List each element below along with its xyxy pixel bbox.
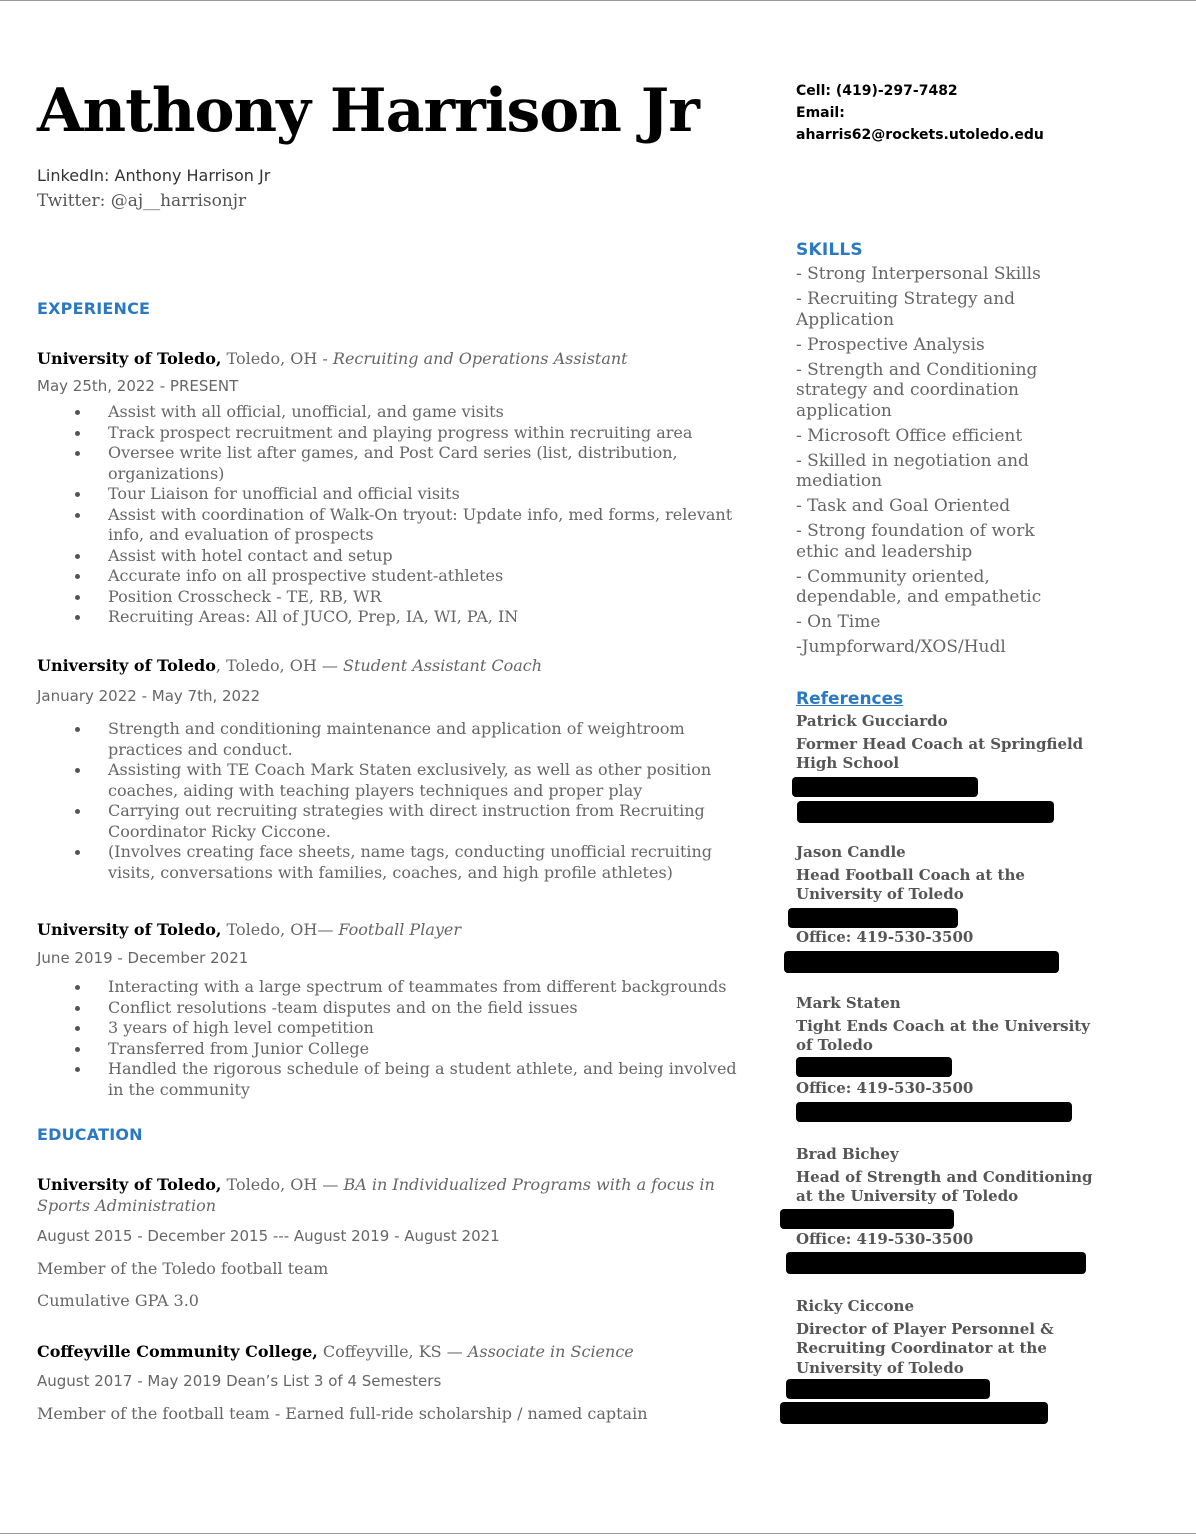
bullet: Accurate info on all prospective student-athletes bbox=[108, 566, 747, 587]
job-location: Toledo, OH - bbox=[221, 349, 333, 368]
reference-name: Brad Bichey bbox=[796, 1145, 899, 1163]
edu-coffeyville-title bbox=[37, 1342, 634, 1361]
redaction-bar bbox=[796, 1057, 952, 1077]
skill-item: - Strong foundation of work ethic and leadership bbox=[796, 521, 1035, 562]
email-address: aharris62@rockets.utoledo.edu bbox=[796, 127, 1044, 143]
skills-list bbox=[796, 264, 1058, 662]
skill-item: - Community oriented, dependable, and empathetic bbox=[796, 566, 1042, 607]
skill-item: -Jumpforward/XOS/Hudl bbox=[796, 637, 1006, 657]
job-role: Student Assistant Coach bbox=[343, 656, 543, 675]
candidate-name: Anthony Harrison Jr bbox=[37, 76, 699, 146]
bullet: Carrying out recruiting strategies with direct instruction from Recruiting Coordinator Ricky Ciccone. bbox=[108, 801, 747, 842]
job-bullets bbox=[37, 402, 747, 628]
reference-ciccone bbox=[796, 1297, 1096, 1378]
job-dates: January 2022 - May 7th, 2022 bbox=[37, 687, 261, 705]
edu-degree: BA in Individualized Programs with a focus in bbox=[343, 1175, 715, 1194]
skill-item: - Microsoft Office efficient bbox=[796, 425, 1023, 446]
job-role: Recruiting and Operations Assistant bbox=[332, 349, 628, 368]
education-heading: EDUCATION bbox=[37, 1125, 143, 1144]
bottom-border bbox=[0, 1533, 1196, 1534]
redaction-bar bbox=[780, 1209, 954, 1229]
bullet: Oversee write list after games, and Post Card series (list, distribution, organizations) bbox=[108, 443, 747, 484]
job-org: University of Toledo, bbox=[37, 349, 222, 368]
reference-name: Ricky Ciccone bbox=[796, 1297, 914, 1315]
bullet: Position Crosscheck - TE, RB, WR bbox=[108, 587, 747, 608]
job-title bbox=[37, 349, 747, 368]
bullet: Recruiting Areas: All of JUCO, Prep, IA, WI, PA, IN bbox=[108, 607, 747, 628]
redaction-bar bbox=[786, 1252, 1086, 1274]
skill-item: - Skilled in negotiation and mediation bbox=[796, 450, 1029, 491]
redaction-bar bbox=[796, 1102, 1072, 1122]
job-dates: June 2019 - December 2021 bbox=[37, 949, 249, 967]
cell-phone: Cell: (419)-297-7482 bbox=[796, 83, 958, 99]
bullet: Handled the rigorous schedule of being a student athlete, and being involved in the community bbox=[108, 1059, 747, 1100]
reference-gucciardo bbox=[796, 712, 1096, 774]
job-bullets bbox=[37, 719, 747, 883]
job-bullets bbox=[37, 977, 747, 1100]
contact-block bbox=[796, 80, 1044, 146]
job-org: University of Toledo bbox=[37, 656, 216, 675]
job-title bbox=[37, 656, 747, 675]
reference-bichey bbox=[796, 1145, 1096, 1207]
skill-item: - Strength and Conditioning strategy and coordination application bbox=[796, 359, 1038, 421]
bullet: Conflict resolutions -team disputes and on the field issues bbox=[108, 998, 747, 1019]
job-role: Football Player bbox=[338, 920, 462, 939]
skills-heading: SKILLS bbox=[796, 240, 863, 260]
edu-location: Toledo, OH — bbox=[221, 1175, 344, 1194]
reference-staten bbox=[796, 994, 1096, 1056]
redaction-bar bbox=[784, 951, 1059, 973]
redaction-bar bbox=[788, 908, 958, 928]
edu-degree-cont: Sports Administration bbox=[37, 1196, 217, 1215]
reference-title: Tight Ends Coach at the University of Toledo bbox=[796, 1016, 1090, 1054]
skill-item: - Task and Goal Oriented bbox=[796, 496, 1011, 516]
reference-candle bbox=[796, 843, 1096, 905]
edu-org: University of Toledo, bbox=[37, 1175, 222, 1194]
bullet: Assist with hotel contact and setup bbox=[108, 546, 747, 567]
reference-office: Office: 419-530-3500 bbox=[796, 1079, 974, 1097]
experience-heading: EXPERIENCE bbox=[37, 299, 151, 318]
bullet: Assist with coordination of Walk-On tryout: Update info, med forms, relevant info, and evaluation of prospects bbox=[108, 505, 747, 546]
reference-office: Office: 419-530-3500 bbox=[796, 1230, 974, 1248]
bullet: Tour Liaison for unofficial and official visits bbox=[108, 484, 747, 505]
job-org: University of Toledo, bbox=[37, 920, 222, 939]
reference-name: Mark Staten bbox=[796, 994, 901, 1012]
edu-org: Coffeyville Community College, bbox=[37, 1342, 318, 1361]
reference-name: Patrick Gucciardo bbox=[796, 712, 948, 730]
reference-title: Director of Player Personnel & Recruiting Coordinator at the University of Toledo bbox=[796, 1319, 1054, 1377]
job-location: , Toledo, OH — bbox=[215, 656, 344, 675]
bullet: 3 years of high level competition bbox=[108, 1018, 747, 1039]
edu-toledo-title bbox=[37, 1175, 715, 1194]
edu-note: Member of the Toledo football team bbox=[37, 1259, 329, 1278]
edu-location: Coffeyville, KS — bbox=[317, 1342, 468, 1361]
bullet: Assist with all official, unofficial, and game visits bbox=[108, 402, 747, 423]
edu-note: Member of the football team - Earned full-ride scholarship / named captain bbox=[37, 1404, 648, 1423]
bullet: Assisting with TE Coach Mark Staten exclusively, as well as other position coaches, aiding with teaching players techniques and proper play bbox=[108, 760, 747, 801]
redaction-bar bbox=[780, 1402, 1048, 1424]
job-recruiting-assistant bbox=[37, 349, 747, 628]
job-location: Toledo, OH— bbox=[221, 920, 339, 939]
reference-title: Former Head Coach at Springfield High School bbox=[796, 734, 1084, 772]
redaction-bar bbox=[792, 777, 978, 797]
skill-item: - Prospective Analysis bbox=[796, 334, 985, 355]
bullet: Transferred from Junior College bbox=[108, 1039, 747, 1060]
reference-office: Office: 419-530-3500 bbox=[796, 928, 974, 946]
job-student-assistant-coach bbox=[37, 656, 747, 883]
bullet: Strength and conditioning maintenance and application of weightroom practices and conduct. bbox=[108, 719, 747, 760]
twitter-text: Twitter: @aj__harrisonjr bbox=[37, 191, 247, 211]
edu-dates: August 2017 - May 2019 Dean’s List 3 of 4 Semesters bbox=[37, 1372, 442, 1390]
skill-item: - On Time bbox=[796, 612, 881, 632]
bullet: Interacting with a large spectrum of teammates from different backgrounds bbox=[108, 977, 747, 998]
redaction-bar bbox=[797, 801, 1054, 823]
job-title bbox=[37, 920, 747, 939]
redaction-bar bbox=[786, 1379, 990, 1399]
reference-name: Jason Candle bbox=[796, 843, 906, 861]
email-label: Email: bbox=[796, 105, 845, 121]
reference-title: Head of Strength and Conditioning at the University of Toledo bbox=[796, 1167, 1093, 1205]
bullet: (Involves creating face sheets, name tags, conducting unofficial recruiting visits, conversations with families, coaches, and high profile athletes) bbox=[108, 842, 747, 883]
bullet: Track prospect recruitment and playing progress within recruiting area bbox=[108, 423, 747, 444]
skill-item: - Recruiting Strategy and Application bbox=[796, 289, 1016, 330]
edu-degree: Associate in Science bbox=[467, 1342, 634, 1361]
linkedin-text: LinkedIn: Anthony Harrison Jr bbox=[37, 166, 271, 185]
references-heading: References bbox=[796, 689, 904, 709]
job-dates: May 25th, 2022 - PRESENT bbox=[37, 377, 239, 395]
edu-gpa: Cumulative GPA 3.0 bbox=[37, 1291, 199, 1310]
skill-item: - Strong Interpersonal Skills bbox=[796, 264, 1041, 284]
job-football-player bbox=[37, 920, 747, 1100]
reference-title: Head Football Coach at the University of Toledo bbox=[796, 865, 1025, 903]
edu-dates: August 2015 - December 2015 --- August 2019 - August 2021 bbox=[37, 1227, 500, 1245]
top-border bbox=[0, 0, 1196, 1]
